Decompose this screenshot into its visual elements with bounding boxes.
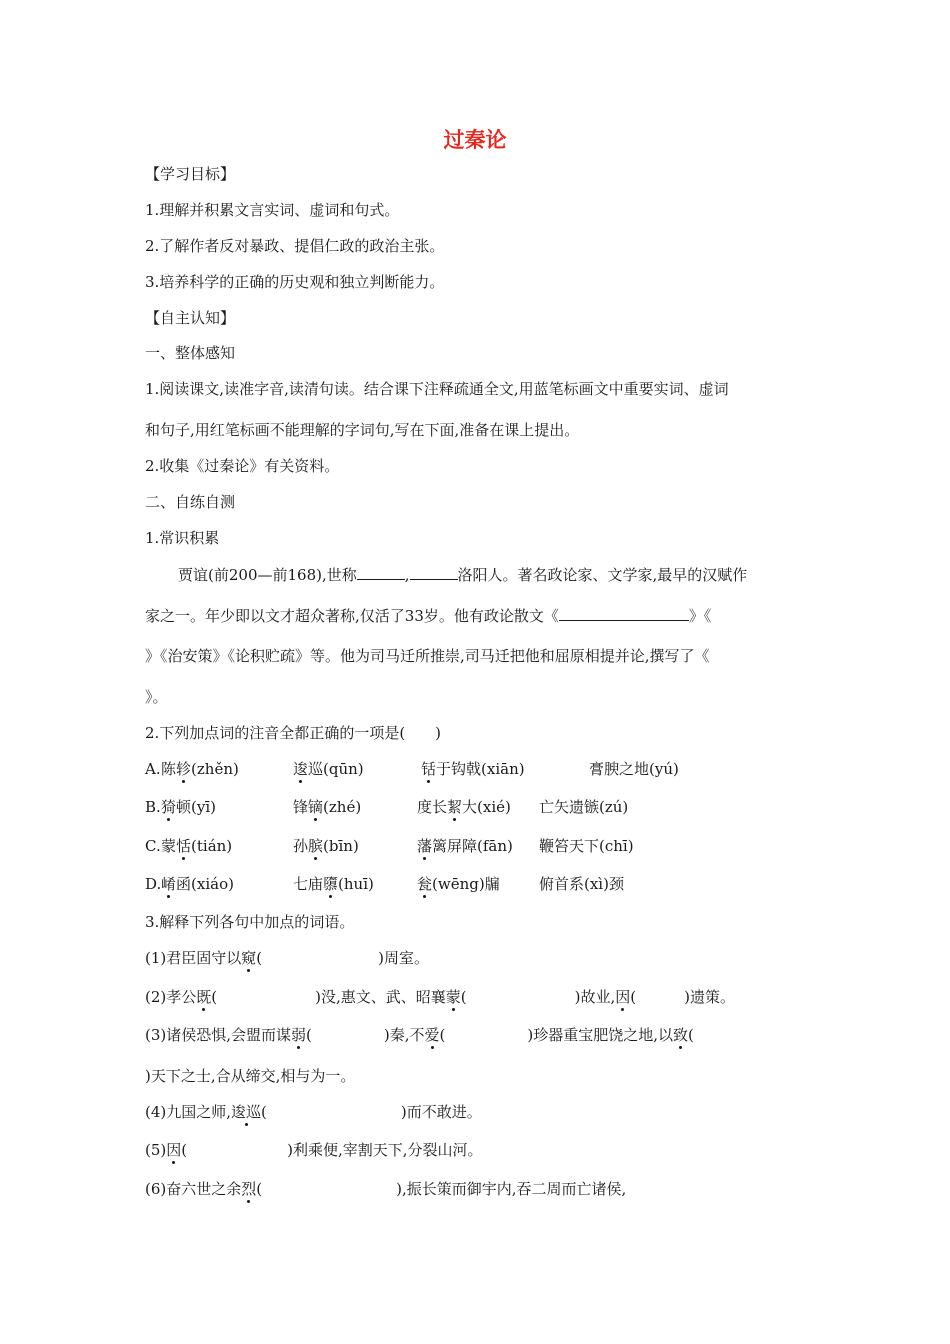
q3-sentence-2	[145, 987, 735, 1007]
option-word-4: 亡矢遗镞(zú)	[539, 798, 629, 816]
text-span: 蒙	[161, 837, 177, 855]
text-span: 洛阳人。著名政论家、文学家,最早的汉赋作	[457, 566, 748, 584]
text-span: )	[435, 724, 442, 742]
dotted-char: 铦	[421, 760, 437, 778]
text-span: )秦,不	[383, 1026, 425, 1044]
text-span: (bīn)	[323, 837, 359, 855]
text-span: (huī)	[338, 875, 374, 893]
text-span: 度长	[417, 798, 448, 816]
text-span: (zhěn)	[191, 760, 239, 778]
text-span: (	[261, 1103, 267, 1121]
dotted-char: 蒙	[445, 988, 461, 1006]
part-heading-practice: 二、自练自测	[145, 493, 236, 511]
fill-blank[interactable]	[357, 564, 405, 580]
text-span: (4)九国之师,	[145, 1103, 232, 1121]
question-1-line-1	[178, 564, 747, 585]
option-label: D.	[145, 875, 162, 893]
q3-sentence-3	[145, 1025, 694, 1045]
text-span: (	[181, 1141, 188, 1159]
dotted-char: 膑	[308, 837, 324, 855]
text-span: )利乘便,宰割天下,分裂山河。	[287, 1141, 483, 1159]
option-word-1	[161, 836, 232, 856]
dotted-char: 轸	[176, 760, 192, 778]
overview-item-2: 2.收集《过秦论》有关资料。	[145, 457, 340, 475]
text-span: (wēng)牖	[432, 875, 500, 893]
q3-sentence-5	[145, 1140, 483, 1160]
text-span: 顿(yī)	[176, 798, 216, 816]
fill-blank[interactable]	[559, 605, 689, 621]
text-span: 锋	[293, 798, 309, 816]
dotted-char: 烈	[241, 1180, 257, 1198]
text-span: )而不敢进。	[400, 1103, 482, 1121]
overview-item-1-line-1: 1.阅读课文,读准字音,读清句读。结合课下注释疏通全文,用蓝笔标画文中重要实词、虚词	[145, 380, 729, 398]
dotted-char: 窥	[241, 949, 257, 967]
text-span: 》《	[688, 607, 712, 625]
option-word-2	[293, 759, 364, 779]
text-span: (3)诸侯恐惧,会盟而谋	[145, 1026, 292, 1044]
dotted-char: 隳	[323, 875, 339, 893]
text-span: )故业,	[574, 988, 616, 1006]
question-1-line-2	[145, 605, 711, 626]
text-span: (	[211, 988, 218, 1006]
text-span: (zhé)	[323, 798, 362, 816]
option-label: A.	[145, 760, 161, 778]
text-span: 篱屏障(fān)	[432, 837, 513, 855]
text-span: (	[256, 1180, 263, 1198]
goal-item-3: 3.培养科学的正确的历史观和独立判断能力。	[145, 273, 445, 291]
option-word-2	[293, 797, 361, 817]
option-word-4: 鞭笞天下(chī)	[539, 837, 634, 855]
option-label: C.	[145, 837, 161, 855]
question-1-heading: 1.常识积累	[145, 529, 220, 547]
text-span: 函(xiáo)	[176, 875, 234, 893]
option-label: B.	[145, 798, 161, 816]
dotted-char: 爱	[424, 1026, 440, 1044]
option-word-1	[161, 874, 234, 894]
dotted-char: 致	[673, 1026, 689, 1044]
text-span: (	[630, 988, 637, 1006]
dotted-char: 崤	[161, 875, 177, 893]
q3-sentence-3-line-2: )天下之士,合从缔交,相与为一。	[145, 1067, 356, 1085]
option-word-3	[417, 797, 511, 817]
dotted-char: 猗	[161, 798, 177, 816]
option-word-1	[161, 797, 216, 817]
text-span: (tián)	[191, 837, 233, 855]
q3-sentence-1	[145, 948, 429, 968]
option-word-1	[161, 759, 239, 779]
text-span: (5)	[145, 1141, 167, 1159]
text-span: )周室。	[378, 949, 429, 967]
dotted-char: 逡巡	[231, 1103, 262, 1121]
q3-sentence-4	[145, 1102, 482, 1122]
text-span: 于钩戟(xiān)	[436, 760, 525, 778]
text-span: )珍器重宝肥饶之地,以	[527, 1026, 674, 1044]
text-span: )遗策。	[684, 988, 735, 1006]
overview-item-1-line-2: 和句子,用红笔标画不能理解的字词句,写在下面,准备在课上提出。	[145, 421, 580, 439]
fill-blank[interactable]	[410, 564, 458, 580]
text-span: 巡(qūn)	[308, 760, 364, 778]
dotted-char: 镝	[308, 798, 324, 816]
goal-item-2: 2.了解作者反对暴政、提倡仁政的政治主张。	[145, 237, 445, 255]
option-word-3	[421, 759, 525, 779]
option-word-3	[417, 836, 513, 856]
dotted-char: 恬	[176, 837, 192, 855]
text-span: 七庙	[293, 875, 324, 893]
question-2-stem	[145, 723, 441, 743]
dotted-char: 因	[166, 1141, 182, 1159]
text-span: (	[256, 949, 263, 967]
option-word-4: 俯首系(xì)颈	[539, 875, 624, 893]
text-span: 孙	[293, 837, 309, 855]
text-span: ),振长策而御宇内,吞二周而亡诸侯,	[396, 1180, 627, 1198]
page-title: 过秦论	[443, 128, 507, 152]
dotted-char: 弱	[291, 1026, 307, 1044]
dotted-char: 藩	[417, 837, 433, 855]
q3-sentence-6	[145, 1179, 626, 1199]
part-heading-overview: 一、整体感知	[145, 344, 236, 362]
option-word-2	[293, 836, 359, 856]
option-word-4: 膏腴之地(yú)	[589, 760, 679, 778]
text-span: 贾谊(前200—前168),世称	[178, 566, 357, 584]
dotted-char: 逡	[293, 760, 309, 778]
section-heading-self-study: 【自主认知】	[145, 309, 236, 327]
dotted-char: 因	[615, 988, 631, 1006]
text-span: 家之一。年少即以文才超众著称,仅活了33岁。他有政论散文《	[145, 607, 559, 625]
text-span: (	[460, 988, 467, 1006]
text-span: (1)君臣固守以	[145, 949, 242, 967]
section-heading-goals: 【学习目标】	[145, 165, 236, 183]
text-span: (	[688, 1026, 694, 1044]
text-span: (6)奋六世之余	[145, 1180, 242, 1198]
option-word-3	[417, 874, 500, 894]
dotted-char: 絜	[447, 798, 463, 816]
text-span: (	[306, 1026, 312, 1044]
option-word-2	[293, 874, 374, 894]
dotted-char: 既	[196, 988, 212, 1006]
text-span: )没,惠文、武、昭襄	[315, 988, 446, 1006]
text-span: (	[439, 1026, 446, 1044]
text-span: (2)孝公	[145, 988, 197, 1006]
question-3-heading: 3.解释下列各句中加点的词语。	[145, 913, 355, 931]
text-span: 陈	[161, 760, 177, 778]
text-span: ,	[404, 566, 410, 584]
text-span: 大(xié)	[462, 798, 511, 816]
goal-item-1: 1.理解并积累文言实词、虚词和句式。	[145, 201, 400, 219]
dotted-char: 瓮	[417, 875, 433, 893]
question-1-line-4: 》。	[145, 688, 168, 706]
text-span: 2.下列加点词的注音全都正确的一项是(	[145, 724, 406, 742]
question-1-line-3: 》《治安策》《论积贮疏》等。他为司马迁所推崇,司马迁把他和屈原相提并论,撰写了《	[145, 647, 710, 665]
